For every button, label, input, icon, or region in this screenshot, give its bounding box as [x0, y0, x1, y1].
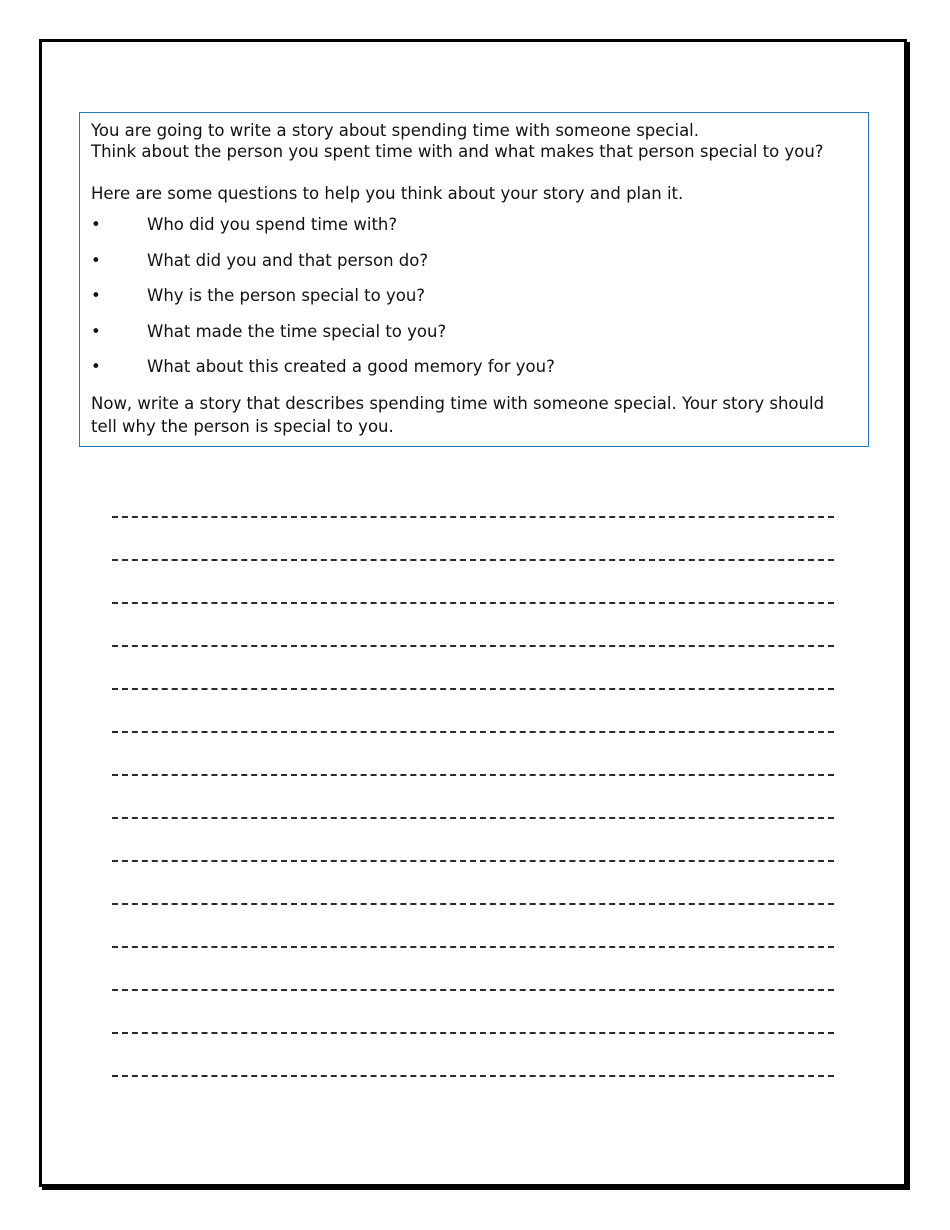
writing-line[interactable] — [112, 688, 834, 731]
writing-area[interactable] — [112, 516, 834, 1118]
writing-line[interactable] — [112, 946, 834, 989]
question-text: Who did you spend time with? — [147, 215, 398, 234]
list-item — [91, 243, 857, 279]
writing-line[interactable] — [112, 817, 834, 860]
bullet-icon: • — [91, 286, 101, 305]
writing-line[interactable] — [112, 731, 834, 774]
writing-line[interactable] — [112, 860, 834, 903]
writing-line[interactable] — [112, 516, 834, 559]
intro-line-2: Think about the person you spent time with and what makes that person special to you? — [91, 142, 824, 161]
writing-line[interactable] — [112, 774, 834, 817]
question-list — [91, 207, 857, 385]
writing-line[interactable] — [112, 1075, 834, 1118]
prompt-box — [79, 112, 869, 447]
writing-line[interactable] — [112, 903, 834, 946]
intro-line-1: You are going to write a story about spending time with someone special. — [91, 121, 700, 140]
list-item — [91, 207, 857, 243]
writing-line[interactable] — [112, 989, 834, 1032]
writing-line[interactable] — [112, 1032, 834, 1075]
writing-line[interactable] — [112, 602, 834, 645]
bullet-icon: • — [91, 321, 101, 341]
question-text: What about this created a good memory for you? — [147, 357, 555, 376]
list-item — [91, 349, 857, 385]
list-item — [91, 314, 857, 350]
question-text: What did you and that person do? — [147, 250, 429, 270]
question-text: Why is the person special to you? — [147, 286, 426, 305]
bullet-icon: • — [91, 215, 101, 234]
helper-text: Here are some questions to help you think about your story and plan it. — [91, 184, 684, 203]
question-text: What made the time special to you? — [147, 321, 447, 341]
bullet-icon: • — [91, 357, 101, 376]
list-item — [91, 278, 857, 314]
writing-line[interactable] — [112, 559, 834, 602]
bullet-icon: • — [91, 250, 101, 270]
writing-line[interactable] — [112, 645, 834, 688]
closing-instruction: Now, write a story that describes spending time with someone special. Your story should tell why the person is special to you. — [91, 393, 825, 436]
